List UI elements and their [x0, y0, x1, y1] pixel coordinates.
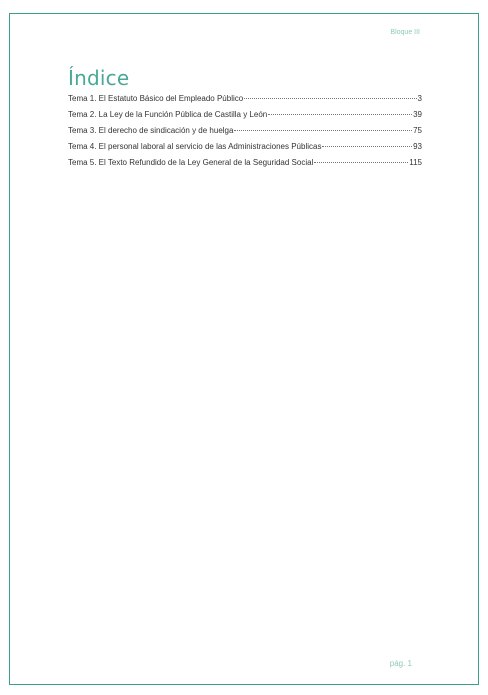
page-number: pág. 1 — [389, 659, 412, 668]
table-of-contents — [68, 94, 422, 174]
toc-entry[interactable] — [68, 158, 422, 174]
document-page — [9, 13, 479, 685]
toc-dot-leader — [268, 114, 412, 115]
page-title: Índice — [68, 66, 130, 90]
toc-entry-page: 93 — [413, 142, 422, 151]
toc-entry-label: Tema 3. El derecho de sindicación y de huelga — [68, 126, 234, 135]
section-header: Bloque III — [390, 29, 420, 36]
toc-entry-label: Tema 1. El Estatuto Básico del Empleado Público — [68, 94, 244, 103]
toc-dot-leader — [322, 146, 412, 147]
toc-entry-page: 39 — [413, 110, 422, 119]
toc-dot-leader — [314, 162, 408, 163]
toc-entry-page: 3 — [417, 94, 422, 103]
toc-entry-label: Tema 5. El Texto Refundido de la Ley General de la Seguridad Social — [68, 158, 314, 167]
toc-entry-page: 115 — [409, 158, 422, 167]
toc-dot-leader — [244, 98, 416, 99]
toc-dot-leader — [234, 130, 412, 131]
toc-entry-label: Tema 4. El personal laboral al servicio de las Administraciones Públicas — [68, 142, 322, 151]
toc-entry[interactable] — [68, 142, 422, 158]
toc-entry[interactable] — [68, 126, 422, 142]
toc-entry-page: 75 — [413, 126, 422, 135]
toc-entry-label: Tema 2. La Ley de la Función Pública de Castilla y León — [68, 110, 268, 119]
toc-entry[interactable] — [68, 110, 422, 126]
toc-entry[interactable] — [68, 94, 422, 110]
